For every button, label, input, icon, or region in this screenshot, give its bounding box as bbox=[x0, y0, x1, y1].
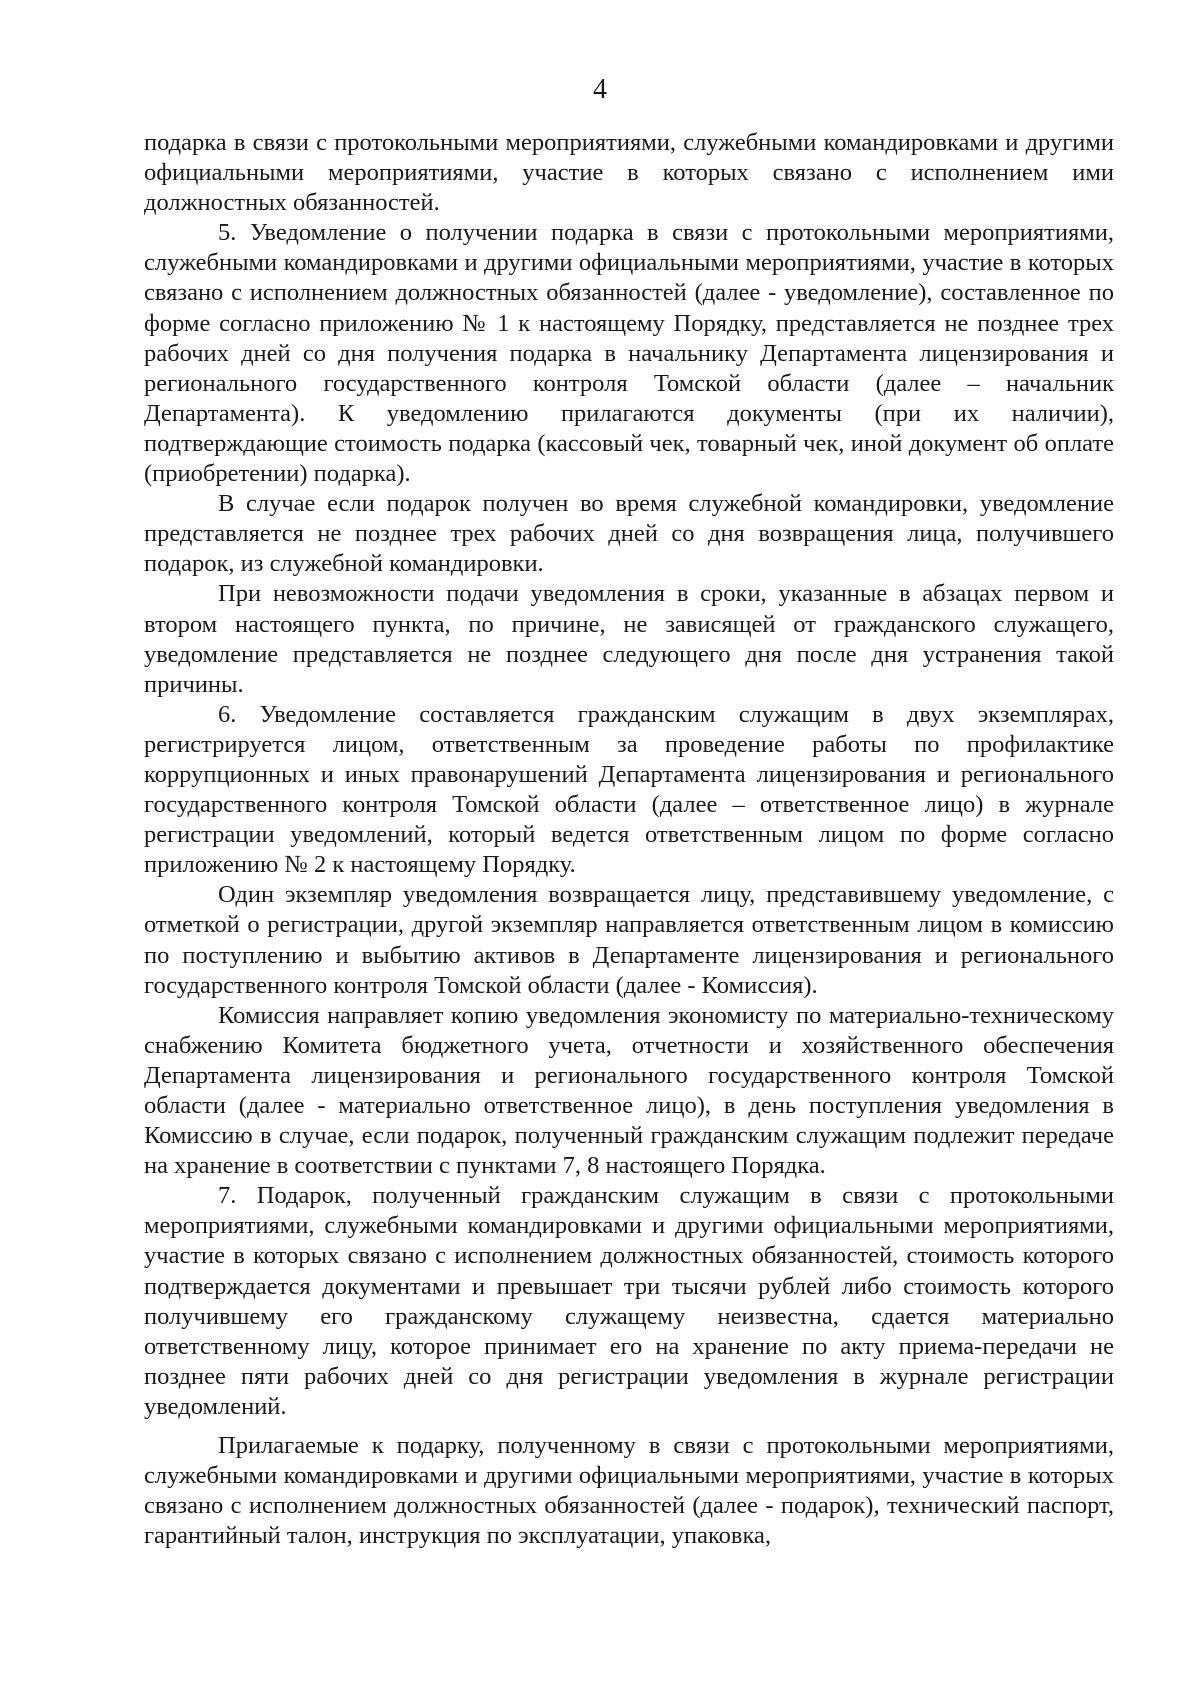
paragraph-item-7: 7. Подарок, полученный гражданским служащим в связи с протокольными мероприятиями, служебными командировками и другими официальными мероприятиями, участие в которых связано с исполнением должностных обязанностей, стоимость которого подтверждается документами и превышает три тысячи рублей либо стоимость которого получившему его гражданскому служащему неизвестна, сдается материально ответственному лицу, которое принимает его на хранение по акту приема-передачи не позднее пяти рабочих дней со дня регистрации уведомления в журнале регистрации уведомлений. bbox=[144, 1182, 1114, 1420]
document-body bbox=[144, 128, 1114, 1551]
paragraph-impossibility: При невозможности подачи уведомления в сроки, указанные в абзацах первом и втором настоящего пункта, по причине, не зависящей от гражданского служащего, уведомление представляется не позднее следующего дня после дня устранения такой причины. bbox=[144, 580, 1114, 698]
paragraph-commission: Комиссия направляет копию уведомления экономисту по материально-техническому снабжению Комитета бюджетного учета, отчетности и хозяйственного обеспечения Департамента лицензирования и регионального государственного контроля Томской области (далее - материально ответственное лицо), в день поступления уведомления в Комиссию в случае, если подарок, полученный гражданским служащим подлежит передаче на хранение в соответствии с пунктами 7, 8 настоящего Порядка. bbox=[144, 1001, 1114, 1180]
paragraph-continuation: подарка в связи с протокольными мероприятиями, служебными командировками и другими официальными мероприятиями, участие в которых связано с исполнением ими должностных обязанностей. bbox=[144, 129, 1114, 217]
paragraph-item-6: 6. Уведомление составляется гражданским служащим в двух экземплярах, регистрируется лицом, ответственным за проведение работы по профилактике коррупционных и иных правонарушений Департамента лицензирования и регионального государственного контроля Томской области (далее – ответственное лицо) в журнале регистрации уведомлений, который ведется ответственным лицом по форме согласно приложению № 2 к настоящему Порядку. bbox=[144, 700, 1114, 879]
paragraph-business-trip: В случае если подарок получен во время служебной командировки, уведомление представляется не позднее трех рабочих дней со дня возвращения лица, получившего подарок, из служебной командировки. bbox=[144, 490, 1114, 578]
page-number: 4 bbox=[593, 74, 607, 105]
paragraph-item-5: 5. Уведомление о получении подарка в связи с протокольными мероприятиями, служебными командировками и другими официальными мероприятиями, участие в которых связано с исполнением должностных обязанностей (далее - уведомление), составленное по форме согласно приложению № 1 к настоящему Порядку, представляется не позднее трех рабочих дней со дня получения подарка в начальнику Департамента лицензирования и регионального государственного контроля Томской области (далее – начальник Департамента). К уведомлению прилагаются документы (при их наличии), подтверждающие стоимость подарка (кассовый чек, товарный чек, иной документ об оплате (приобретении) подарка). bbox=[144, 219, 1114, 488]
paragraph-copy-return: Один экземпляр уведомления возвращается лицу, представившему уведомление, с отметкой о регистрации, другой экземпляр направляется ответственным лицом в комиссию по поступлению и выбытию активов в Департаменте лицензирования и регионального государственного контроля Томской области (далее - Комиссия). bbox=[144, 881, 1114, 999]
paragraph-attachments: Прилагаемые к подарку, полученному в связи с протокольными мероприятиями, служебными командировками и другими официальными мероприятиями, участие в которых связано с исполнением должностных обязанностей (далее - подарок), технический паспорт, гарантийный талон, инструкция по эксплуатации, упаковка, bbox=[144, 1432, 1114, 1550]
